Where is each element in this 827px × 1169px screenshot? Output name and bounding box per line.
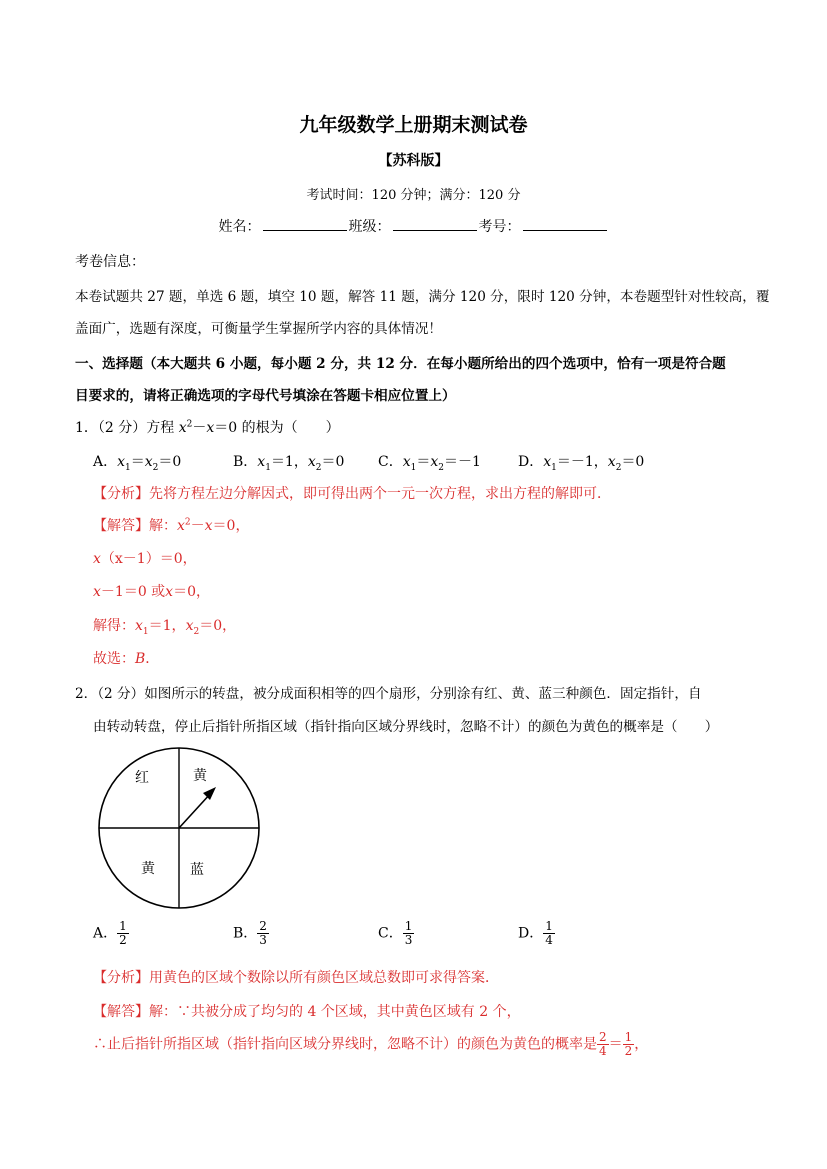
class-label: 班级： (348, 219, 391, 235)
spinner-label-top-left: 红 (135, 770, 149, 786)
fraction: $\frac{1}{2}$ (624, 1030, 633, 1058)
fraction: $\frac{1}{2}$ (119, 919, 127, 947)
info-line-1: 本卷试题共 27 题，单选 6 题，填空 10 题，解答 11 题，满分 120 分，限时 120 分钟，本卷题型针对性较高，覆 (75, 289, 770, 305)
q1-option-a[interactable]: A．$x_1=x_2=0$ (93, 454, 182, 473)
q1-answer-step-4: 解得：$x_1=1$，$x_2=0$， (93, 618, 237, 637)
q2-stem-line-2: 由转动转盘，停止后指针所指区域（指针指向区域分界线时，忽略不计）的颜色为黄色的概率是（ ） (93, 719, 719, 735)
spinner-label-bottom-right: 蓝 (190, 862, 204, 878)
page-title: 九年级数学上册期末测试卷 (299, 114, 528, 136)
spinner-label-top-right: 黄 (193, 768, 207, 784)
section-heading-line-2: 目要求的，请将正确选项的字母代号填涂在答题卡相应位置上） (75, 388, 456, 404)
q2-option-c[interactable]: C． $\frac{1}{3}$ (378, 919, 413, 947)
student-fields (0, 216, 827, 236)
q1-answer-step-3: x－1＝0 或x＝0， (93, 584, 210, 600)
q2-final: ∴止后指针所指区域（指针指向区域分界线时，忽略不计）的颜色为黄色的概率是 $\frac{2}{4}$ ＝ $\frac{1}{2}$ ， (93, 1030, 649, 1058)
spinner-pointer (179, 793, 211, 828)
spinner-label-bottom-left: 黄 (141, 861, 155, 877)
q1-option-b[interactable]: B．$x_1=1$，$x_2=0$ (233, 454, 345, 473)
fraction: $\frac{1}{4}$ (545, 919, 553, 947)
fraction: $\frac{1}{3}$ (404, 919, 413, 947)
q1-answer-step-1: 【解答】解：$x^2-x=0$， (93, 517, 250, 534)
q1-option-d[interactable]: D．$x_1=-1$，$x_2=0$ (518, 454, 645, 473)
number-label: 考号： (478, 219, 521, 235)
q2-stem-line-1: 2．（2 分）如图所示的转盘，被分成面积相等的四个扇形，分别涂有红、黄、蓝三种颜色．固定指针，自 (75, 686, 702, 702)
q2-option-a[interactable]: A． $\frac{1}{2}$ (93, 919, 127, 947)
q2-option-b[interactable]: B． $\frac{2}{3}$ (233, 919, 267, 947)
class-blank (393, 216, 477, 231)
q1-analysis: 【分析】先将方程左边分解因式，即可得出两个一元一次方程，求出方程的解即可． (93, 486, 611, 502)
exam-info: 考试时间：120 分钟；满分：120 分 (306, 188, 521, 203)
q1-choice: 故选：B． (93, 651, 160, 667)
q1-stem: 1．（2 分）方程 $x^2-x=0$ 的根为（ ） (75, 419, 340, 436)
section-heading-line-1: 一、选择题（本大题共 6 小题，每小题 2 分，共 12 分．在每小题所给出的四个选项中，恰有一项是符合题 (75, 356, 726, 372)
number-blank (523, 216, 607, 231)
edition-label: 【苏科版】 (378, 153, 449, 169)
q1-answer-step-2: x（x－1）＝0， (93, 551, 197, 567)
info-heading: 考卷信息： (75, 254, 145, 270)
q2-analysis: 【分析】用黄色的区域个数除以所有颜色区域总数即可求得答案． (93, 970, 499, 986)
name-label: 姓名： (218, 219, 261, 235)
q2-answer: 【解答】解：∵共被分成了均匀的 4 个区域，其中黄色区域有 2 个， (93, 1004, 521, 1020)
q1-option-c[interactable]: C．$x_1=x_2=-1$ (378, 454, 481, 473)
fraction: $\frac{2}{4}$ (599, 1030, 607, 1058)
info-line-2: 盖面广，选题有深度，可衡量学生掌握所学内容的具体情况！ (75, 321, 443, 337)
name-blank (263, 216, 347, 231)
spinner-pointer-head (203, 787, 216, 800)
q2-option-d[interactable]: D． $\frac{1}{4}$ (518, 919, 553, 947)
fraction: $\frac{2}{3}$ (259, 919, 267, 947)
spinner-figure (96, 746, 262, 912)
